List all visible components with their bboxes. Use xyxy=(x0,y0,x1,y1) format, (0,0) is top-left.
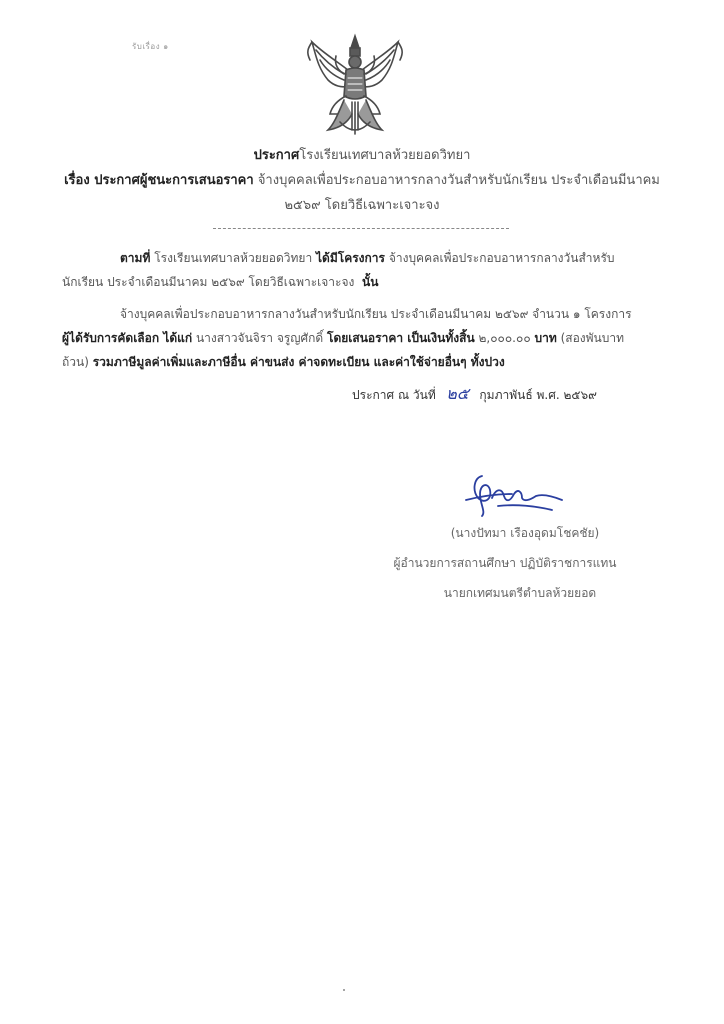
announcement-date: ประกาศ ณ วันที่ ๒๕ กุมภาพันธ์ พ.ศ. ๒๕๖๙ xyxy=(352,382,597,407)
title-line-3: ๒๕๖๙ โดยวิธีเฉพาะเจาะจง xyxy=(284,198,440,213)
signatory-position-2: นายกเทศมนตรีตำบลห้วยยอด xyxy=(443,586,597,600)
announcement-title xyxy=(40,143,684,218)
handwritten-signature xyxy=(452,470,572,520)
signatory-block xyxy=(385,518,625,608)
paragraph-1: ตามที่ โรงเรียนเทศบาลห้วยยอดวิทยา ได้มีโครงการ จ้างบุคคลเพื่อประกอบอาหารกลางวันสำหรับ นักเรียน ประจำเดือนมีนาคม ๒๕๖๙ โดยวิธีเฉพาะเจาะจง นั้น xyxy=(62,251,615,289)
handwritten-note: รับเรื่อง ๑ xyxy=(132,42,169,51)
date-day-handwritten: ๒๕ xyxy=(446,384,469,403)
paragraph-2: จ้างบุคคลเพื่อประกอบอาหารกลางวันสำหรับนักเรียน ประจำเดือนมีนาคม ๒๕๖๙ จำนวน ๑ โครงการ ผู้ได้รับการคัดเลือก ได้แก่ นางสาวจันจิรา จรูญศักดิ์ โดยเสนอราคา เป็นเงินทั้งสิ้น ๒,๐๐๐.๐๐ บาท (สองพันบาท ถ้วน) รวมภาษีมูลค่าเพิ่มและภาษีอื่น ค่าขนส่ง ค่าจดทะเบียน และค่าใช้จ่ายอื่นๆ ทั้งปวง xyxy=(62,307,632,369)
scan-speck xyxy=(343,989,345,991)
divider-line xyxy=(213,228,509,229)
title-line-2: เรื่อง ประกาศผู้ชนะการเสนอราคา จ้างบุคคลเพื่อประกอบอาหารกลางวันสำหรับนักเรียน ประจำเดือนมีนาคม xyxy=(64,173,660,188)
garuda-emblem-icon xyxy=(300,30,410,140)
signatory-position: ผู้อำนวยการสถานศึกษา ปฏิบัติราชการแทน xyxy=(393,556,617,570)
title-line-1: ประกาศโรงเรียนเทศบาลห้วยยอดวิทยา xyxy=(253,148,471,163)
signatory-name: (นางปัทมา เรืองอุดมโชคชัย) xyxy=(450,526,600,540)
